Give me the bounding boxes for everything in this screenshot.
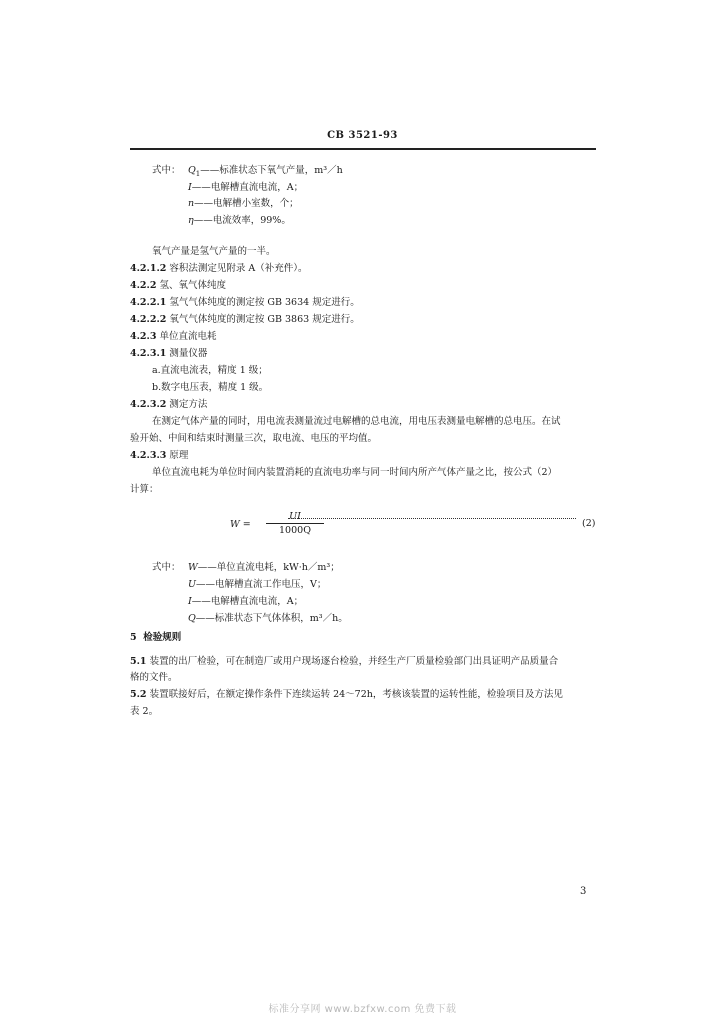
watermark: 标准分享网 www.bzfxw.com 免费下载 bbox=[268, 1004, 457, 1015]
formula-leader-dots bbox=[288, 518, 576, 519]
eq1-legend-item-eta: η——电流效率，99%。 bbox=[188, 215, 291, 226]
clause-4-2-3-2: 4.2.3.2 测定方法 bbox=[130, 399, 208, 410]
method-text-line-1: 在测定气体产量的同时，用电流表测量流过电解槽的总电流，用电压表测量电解槽的总电压。在试 bbox=[152, 416, 561, 427]
standard-code-header: CB 3521-93 bbox=[327, 130, 398, 141]
section-5-heading: 5 检验规则 bbox=[130, 632, 182, 643]
principle-text-line-1: 单位直流电耗为单位时间内装置消耗的直流电功率与同一时间内所产气体产量之比，按公式（2） bbox=[152, 467, 558, 478]
clause-5-1-line-1: 5.1 装置的出厂检验，可在制造厂或用户现场逐台检验，并经生产厂质量检验部门出具证明产品质量合 bbox=[130, 656, 559, 667]
principle-text-line-2: 计算： bbox=[130, 484, 159, 495]
clause-4-2-3-1: 4.2.3.1 测量仪器 bbox=[130, 348, 208, 359]
formula-number: (2) bbox=[582, 518, 596, 529]
clause-4-2-1-2: 4.2.1.2 容积法测定见附录 A（补充件）。 bbox=[130, 263, 308, 274]
method-text-line-2: 验开始、中间和结束时测量三次，取电流、电压的平均值。 bbox=[130, 433, 378, 444]
eq2-legend-item-q: Q——标准状态下气体体积，m³／h。 bbox=[188, 613, 348, 624]
eq2-legend-item-w: W——单位直流电耗，kW·h／m³； bbox=[188, 562, 340, 573]
eq2-legend-item-i: I——电解槽直流电流，A； bbox=[188, 596, 304, 607]
eq1-legend-item-i: I——电解槽直流电流，A； bbox=[188, 182, 304, 193]
formula-denominator: 1000Q bbox=[279, 525, 311, 536]
formula-fraction bbox=[266, 511, 324, 536]
eq2-legend-item-u: U——电解槽直流工作电压，V； bbox=[188, 579, 327, 590]
eq2-legend-intro: 式中： bbox=[152, 562, 181, 573]
page-number: 3 bbox=[580, 886, 587, 897]
instrument-item-b: b.数字电压表，精度 1 级。 bbox=[152, 382, 269, 393]
formula-numerator: UI bbox=[266, 511, 324, 524]
clause-5-1-line-2: 格的文件。 bbox=[130, 672, 178, 683]
header-rule bbox=[130, 148, 596, 150]
clause-4-2-3: 4.2.3 单位直流电耗 bbox=[130, 331, 217, 342]
clause-4-2-2-2: 4.2.2.2 氧气气体纯度的测定按 GB 3863 规定进行。 bbox=[130, 314, 360, 325]
oxygen-note: 氧气产量是氢气产量的一半。 bbox=[152, 246, 276, 257]
clause-4-2-3-3: 4.2.3.3 原理 bbox=[130, 450, 189, 461]
instrument-item-a: a.直流电流表，精度 1 级； bbox=[152, 365, 268, 376]
eq1-legend-intro: 式中： bbox=[152, 165, 181, 176]
clause-4-2-2-1: 4.2.2.1 氢气气体纯度的测定按 GB 3634 规定进行。 bbox=[130, 297, 360, 308]
formula-lhs: W = bbox=[230, 519, 251, 530]
eq1-legend-item-n: n——电解槽小室数，个； bbox=[188, 198, 299, 209]
clause-5-2-line-2: 表 2。 bbox=[130, 706, 159, 717]
clause-4-2-2: 4.2.2 氢、氧气体纯度 bbox=[130, 280, 226, 291]
clause-5-2-line-1: 5.2 装置联接好后，在额定操作条件下连续运转 24～72h，考核该装置的运转性能，检验项目及方法见 bbox=[130, 689, 563, 700]
eq1-legend-item-q1: $Q_1——$标准状态下氧气产量，m³／h bbox=[188, 165, 343, 178]
